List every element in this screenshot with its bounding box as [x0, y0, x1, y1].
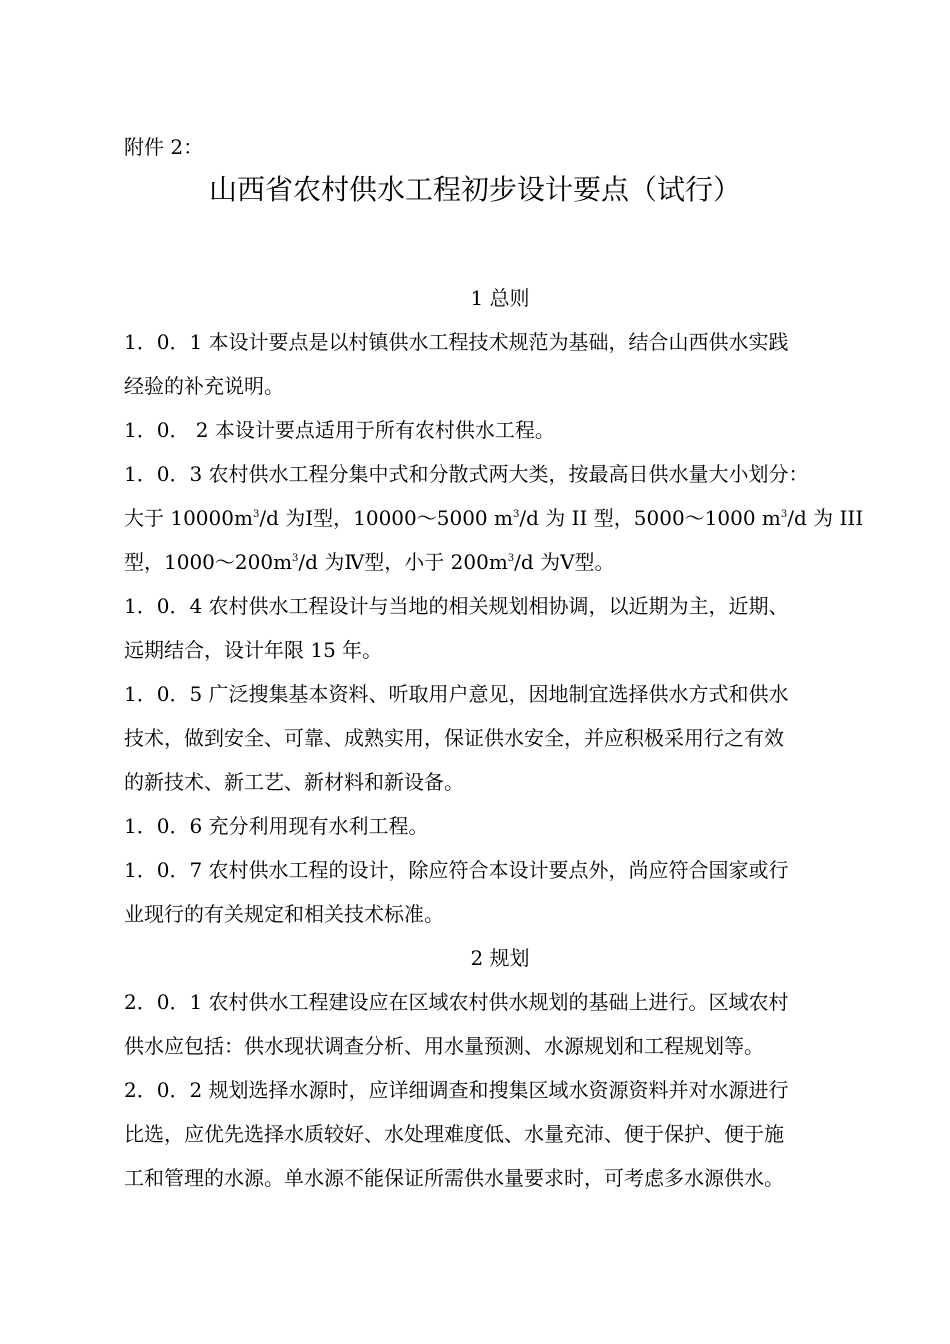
- classification-text: /d 为Ⅴ型。: [514, 550, 615, 574]
- paragraph-1-0-5: [124, 672, 876, 804]
- paragraph-1-0-1: [124, 320, 876, 408]
- classification-text: 大于 10000m: [124, 506, 253, 530]
- superscript-3: 3: [507, 553, 515, 564]
- paragraph-1-0-7: [124, 848, 876, 936]
- classification-text: /d 为Ⅳ型，小于 200m: [298, 550, 508, 574]
- paragraph-line: 2．0．1 农村供水工程建设应在区域农村供水规划的基础上进行。区域农村: [124, 990, 789, 1014]
- classification-text: 型，1000～200m: [124, 550, 293, 574]
- paragraph-line: 比选，应优先选择水质较好、水处理难度低、水量充沛、便于保护、便于施: [124, 1122, 784, 1146]
- paragraph-line: 供水应包括：供水现状调查分析、用水量预测、水源规划和工程规划等。: [124, 1034, 764, 1058]
- classification-line-2: [124, 540, 876, 584]
- paragraph-1-0-3: [124, 452, 876, 584]
- superscript-3: 3: [292, 553, 299, 564]
- section-heading-general: 1 总则: [470, 286, 530, 310]
- paragraph-1-0-6: [124, 804, 876, 848]
- paragraph-1-0-2: [124, 408, 876, 452]
- paragraph-line: 经验的补充说明。: [124, 374, 284, 398]
- paragraph-line: 1．0．5 广泛搜集基本资料、听取用户意见，因地制宜选择供水方式和供水: [124, 682, 789, 706]
- paragraph-line: 1．0．3 农村供水工程分集中式和分散式两大类，按最高日供水量大小划分：: [124, 462, 809, 486]
- superscript-3: 3: [252, 509, 260, 520]
- paragraph-line: 1．0．7 农村供水工程的设计，除应符合本设计要点外，尚应符合国家或行: [124, 858, 789, 882]
- paragraph-line: 业现行的有关规定和相关技术标准。: [124, 902, 444, 926]
- classification-text: /d 为 II 型，5000～1000 m: [519, 506, 781, 530]
- paragraph-line: 工和管理的水源。单水源不能保证所需供水量要求时，可考虑多水源供水。: [124, 1166, 784, 1190]
- classification-line-1: [124, 496, 876, 540]
- superscript-3: 3: [512, 509, 520, 520]
- document-body: [124, 276, 876, 1200]
- paragraph-2-0-1: [124, 980, 876, 1068]
- paragraph-line: 的新技术、新工艺、新材料和新设备。: [124, 770, 464, 794]
- paragraph-line: 1．0．1 本设计要点是以村镇供水工程技术规范为基础，结合山西供水实践: [124, 330, 789, 354]
- paragraph-line: 1．0．4 农村供水工程设计与当地的相关规划相协调，以近期为主，近期、: [124, 594, 789, 618]
- paragraph-line: 技术，做到安全、可靠、成熟实用，保证供水安全，并应积极采用行之有效: [124, 726, 784, 750]
- section-heading-planning: 2 规划: [470, 946, 530, 970]
- paragraph-2-0-2: [124, 1068, 876, 1200]
- paragraph-1-0-4: [124, 584, 876, 672]
- superscript-3: 3: [780, 509, 788, 520]
- paragraph-line: 1．0． 2 本设计要点适用于所有农村供水工程。: [124, 418, 555, 442]
- paragraph-line: 2．0．2 规划选择水源时，应详细调查和搜集区域水资源资料并对水源进行: [124, 1078, 789, 1102]
- paragraph-line: 1．0．6 充分利用现有水利工程。: [124, 814, 429, 838]
- classification-text: /d 为 III: [787, 506, 864, 530]
- paragraph-line: 远期结合，设计年限 15 年。: [124, 638, 383, 662]
- document-title: 山西省农村供水工程初步设计要点（试行）: [208, 173, 741, 206]
- classification-text: /d 为Ⅰ型，10000～5000 m: [259, 506, 513, 530]
- attachment-label: 附件 2：: [124, 135, 204, 159]
